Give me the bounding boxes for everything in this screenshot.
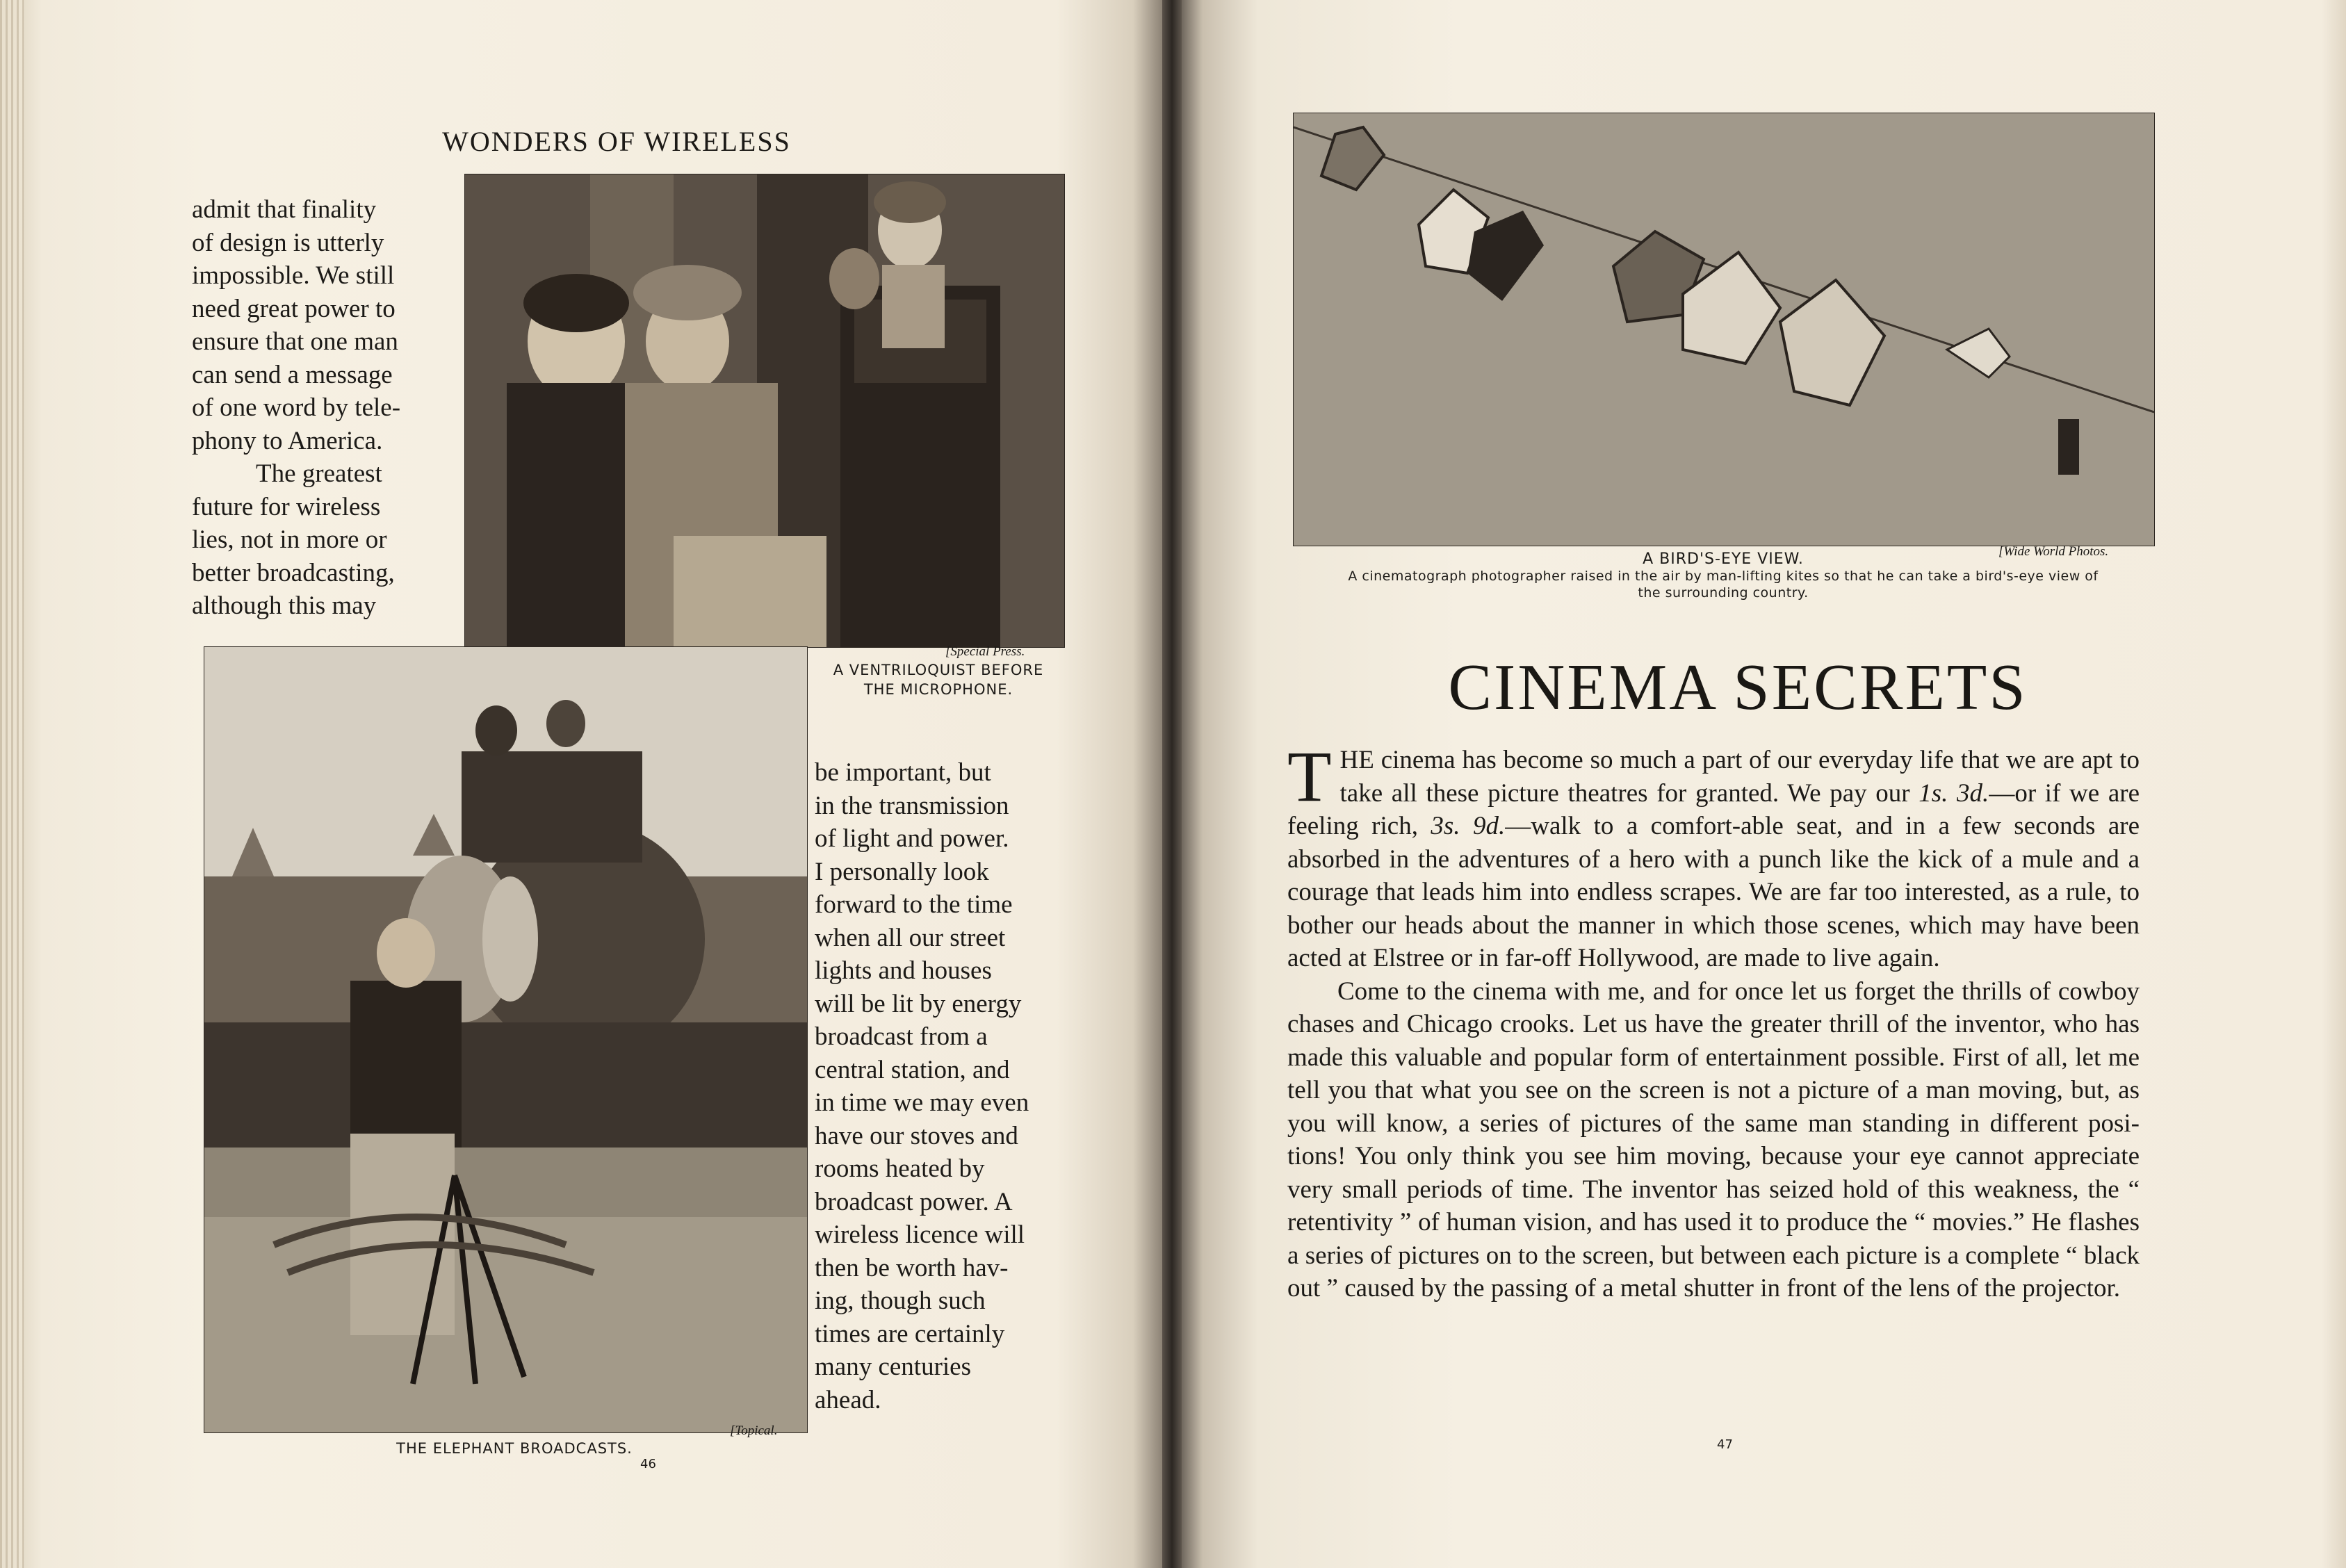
text-line: when all our street (815, 923, 1006, 952)
text-column-2 (815, 756, 1075, 1416)
photo-credit: [Special Press. (945, 644, 1025, 659)
text-line: ensure that one man (192, 327, 398, 356)
paragraph-text: HE cinema has become so much a part of our everyday life that we are apt to take all these picture theatres for granted. We pay our (1339, 746, 2140, 808)
text-line: broadcast power. A (815, 1187, 1013, 1216)
text-line: will be lit by energy (815, 989, 1022, 1018)
text-line: forward to the time (815, 890, 1013, 919)
paragraph-text: —walk to a comfort-able seat, and in a few seconds are absorbed in the adventures of a hero with a punch like the kick of a mule and a courage that leads him into endless scrapes. We are far too interested, as a rule, to bother our heads about the manner in which those scenes, which may have been acted at Elstree or in far-off Hollywood, are made to live again. (1287, 812, 2140, 972)
text-line: need great power to (192, 294, 396, 323)
text-line: lights and houses (815, 956, 992, 985)
text-line: impossible. We still (192, 261, 395, 290)
running-head: WONDERS OF WIRELESS (442, 126, 791, 157)
caption-line: A VENTRILOQUIST BEFORE (833, 662, 1044, 678)
text-line: phony to America. (192, 426, 383, 455)
photo-elephant-image (204, 647, 807, 1432)
photo-ventriloquist-image (465, 174, 1064, 647)
page-edge-texture (0, 0, 25, 1568)
text-column-1 (192, 193, 448, 623)
text-line: The greatest (256, 459, 382, 488)
price-text: 3s. 9d. (1431, 812, 1506, 840)
photo-kites (1293, 113, 2155, 546)
text-line: have our stoves and (815, 1121, 1018, 1150)
price-text: 1s. 3d. (1919, 778, 1989, 808)
text-line: ing, though such (815, 1287, 986, 1315)
drop-cap: T (1287, 737, 1332, 817)
caption-title: A BIRD'S-EYE VIEW. (1643, 550, 1804, 568)
book-gutter (1162, 0, 1182, 1568)
chapter-body (1287, 737, 2140, 1305)
photo-credit: [Topical. (730, 1423, 778, 1438)
text-line: central station, and (815, 1055, 1010, 1084)
text-line: many centuries (815, 1353, 971, 1381)
page-number: 47 (1717, 1437, 1733, 1452)
page-number: 46 (640, 1457, 656, 1471)
photo-elephant (204, 646, 808, 1433)
caption-line: A cinematograph photographer raised in the air by man-lifting kites so that he can take a bird's-eye view of (1348, 569, 2099, 584)
text-line: of light and power. (815, 824, 1009, 853)
text-line: lies, not in more or (192, 525, 387, 554)
text-line: although this may (192, 591, 377, 620)
photo-kites-image (1294, 113, 2154, 546)
photo-ventriloquist (464, 174, 1065, 648)
caption-line: the surrounding country. (1638, 585, 1809, 601)
photo-caption (799, 660, 1077, 699)
paragraph (1287, 737, 2140, 975)
text-line: be important, but (815, 758, 991, 787)
text-line: of one word by tele- (192, 393, 401, 422)
photo-caption (1289, 551, 2157, 601)
text-line: ahead. (815, 1385, 881, 1414)
text-line: can send a message (192, 360, 393, 389)
chapter-title: CINEMA SECRETS (1448, 651, 2028, 724)
text-line: future for wireless (192, 492, 381, 521)
paragraph: Come to the cinema with me, and for once let us forget the thrills of cowboy chases and Chicago crooks. Let us have the greater thrill of the inventor, who has made this valuable and popular form of entertainment possible. First of all, let me tell you that what you see on the screen is not a picture of a man moving, but, as you will know, a series of pictures of the same man standing in different posi-tions! You only think you see him moving, because your eye cannot appreciate very small periods of time. The inventor has seized hold of this weakness, the “ retentivity ” of human vision, and has used it to produce the “ movies.” He flashes a series of pictures on to the screen, but between each picture is a complete “ black out ” caused by the passing of a metal shutter in front of the lens of the projector. (1287, 977, 2140, 1302)
text-line: wireless licence will (815, 1220, 1025, 1249)
text-line: rooms heated by (815, 1154, 985, 1183)
caption-line: THE MICROPHONE. (863, 681, 1013, 698)
text-line: then be worth hav- (815, 1253, 1009, 1282)
text-line: times are certainly (815, 1319, 1005, 1348)
text-line: I personally look (815, 857, 989, 886)
text-line: admit that finality (192, 195, 377, 224)
text-line: in the transmission (815, 791, 1009, 820)
text-line: of design is utterly (192, 228, 384, 257)
text-line: in time we may even (815, 1088, 1029, 1117)
photo-caption: THE ELEPHANT BROADCASTS. (396, 1440, 633, 1457)
text-line: better broadcasting, (192, 558, 395, 587)
paragraph-text: —or if we are feeling rich, (1287, 778, 2140, 840)
photo-credit: [Wide World Photos. (1998, 544, 2109, 559)
text-line: broadcast from a (815, 1022, 988, 1051)
